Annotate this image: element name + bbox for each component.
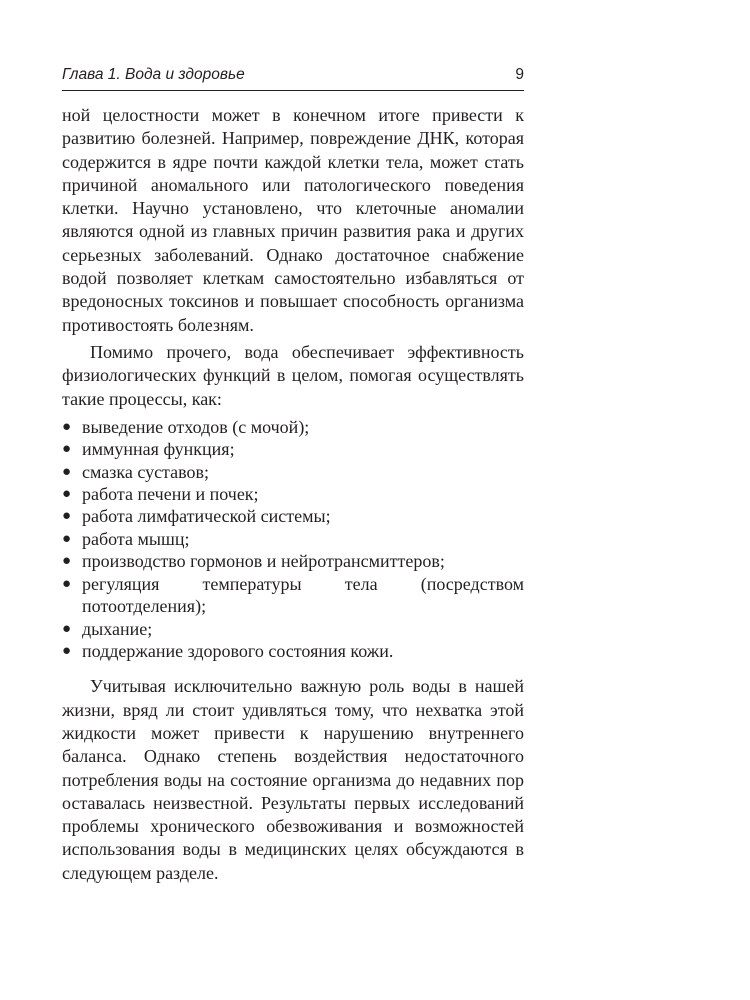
list-item-text: работа лимфатической системы; xyxy=(82,506,331,527)
page-body xyxy=(62,104,524,885)
list-item xyxy=(62,483,524,505)
bullet-icon: ● xyxy=(62,620,72,637)
running-header xyxy=(62,64,524,91)
list-item-text: смазка суставов; xyxy=(82,461,210,482)
functions-bullet-list xyxy=(62,416,524,662)
list-item xyxy=(62,461,524,483)
paragraph-conclusion: Учитывая исключительно важную роль воды в нашей жизни, вряд ли стоит удивляться тому, что нехватка этой жидкости может привести к нарушению внутреннего баланса. Однако степень воздействия недостаточного потребления воды на состояние организма до недавних пор оставалась неизвестной. Результаты первых исследований проблемы хронического обезвоживания и возможностей использования воды в медицинских целях обсуждаются в следующем разделе. xyxy=(62,676,524,883)
list-item xyxy=(62,416,524,438)
list-item xyxy=(62,573,524,618)
list-item xyxy=(62,528,524,550)
list-item-text: работа мышц; xyxy=(82,528,190,549)
bullet-icon: ● xyxy=(62,508,72,525)
list-item-text: иммунная функция; xyxy=(82,439,235,460)
bullet-icon: ● xyxy=(62,642,72,659)
list-item xyxy=(62,640,524,662)
paragraph-continuation: ной целостности может в конечном итоге привести к развитию болезней. Например, повреждение ДНК, которая содержится в ядре почти каждой клетки тела, может стать причиной аномального или патологического поведения клетки. Научно установлено, что клеточные аномалии являются одной из главных причин развития рака и других серьезных заболеваний. Однако достаточное снабжение водой позволяет клеткам самостоятельно избавляться от вредоносных токсинов и повышает способность организма противостоять болезням. xyxy=(62,105,524,335)
list-item-text: поддержание здорового состояния кожи. xyxy=(82,640,394,661)
list-item xyxy=(62,550,524,572)
list-item xyxy=(62,505,524,527)
bullet-icon: ● xyxy=(62,418,72,435)
list-item-text: производство гормонов и нейротрансмиттеров; xyxy=(82,551,445,572)
list-item-text: дыхание; xyxy=(82,618,153,639)
bullet-icon: ● xyxy=(62,486,72,503)
list-item xyxy=(62,438,524,460)
bullet-icon: ● xyxy=(62,463,72,480)
bullet-icon: ● xyxy=(62,553,72,570)
bullet-icon: ● xyxy=(62,441,72,458)
list-item xyxy=(62,618,524,640)
chapter-title: Глава 1. Вода и здоровье xyxy=(62,66,245,83)
paragraph-functions-intro: Помимо прочего, вода обеспечивает эффективность физиологических функций в целом, помогая осуществлять такие процессы, как: xyxy=(62,341,524,409)
list-item-text: регуляция температуры тела (посредством потоотделения); xyxy=(82,573,524,617)
page-number: 9 xyxy=(515,66,524,83)
list-item-text: выведение отходов (с мочой); xyxy=(82,416,310,437)
bullet-icon: ● xyxy=(62,530,72,547)
list-item-text: работа печени и почек; xyxy=(82,484,259,505)
bullet-icon: ● xyxy=(62,575,72,592)
